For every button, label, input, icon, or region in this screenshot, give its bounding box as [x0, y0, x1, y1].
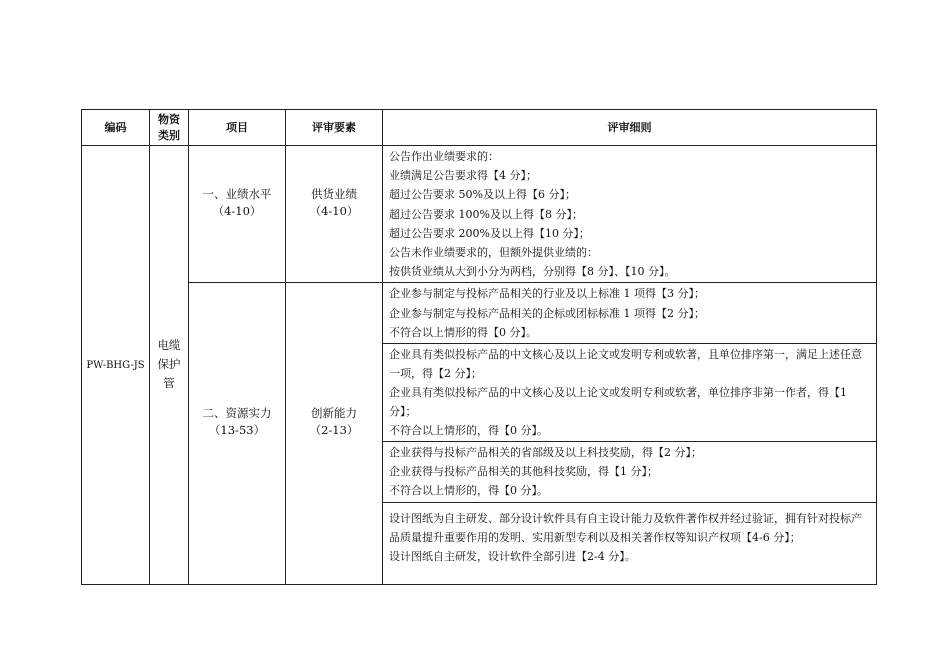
detail-line: 业绩满足公告要求得【4 分】；	[389, 169, 537, 183]
scoring-table	[81, 109, 877, 585]
detail-line: 企业具有类似投标产品的中文核心及以上论文或发明专利或软著，单位排序非第一作者，得【1 分】；	[389, 386, 847, 419]
project-cell-2	[189, 283, 286, 584]
detail-line: 不符合以上情形的得【0 分】。	[389, 325, 537, 339]
detail-line: 公告作出业绩要求的：	[389, 150, 499, 163]
detail-line: 设计图纸自主研发，设计软件全部引进【2-4 分】。	[389, 549, 636, 563]
project-range-2: （13-53）	[208, 422, 266, 437]
detail-line: 超过公告要求 100%及以上得【8 分】；	[389, 207, 583, 221]
criteria-cell-2	[286, 283, 383, 584]
detail-line: 设计图纸为自主研发、部分设计软件具有自主设计能力及软件著作权并经过验证，拥有针对投标产品质量提升重要作用的发明、实用新型专利以及相关著作权等知识产权项【4-6 分】；	[389, 511, 862, 544]
details-cell-2b	[383, 344, 877, 442]
material-code-cell	[82, 146, 150, 585]
header-category	[150, 110, 189, 146]
header-row	[82, 110, 877, 146]
material-category-cell	[150, 146, 189, 585]
material-code: PW-BHG-JS	[86, 359, 145, 371]
section2-row-1	[82, 283, 877, 344]
header-criteria: 评审要素	[286, 110, 383, 146]
project-range-1: （4-10）	[212, 204, 262, 218]
detail-line: 企业具有类似投标产品的中文核心及以上论文或发明专利或软著，且单位排序第一，满足上述任意一项，得【2 分】；	[389, 348, 862, 381]
project-cell-1	[189, 146, 286, 283]
project-name-2: 二、资源实力	[202, 405, 272, 420]
criteria-cell-1	[286, 146, 383, 283]
detail-line: 不符合以上情形的，得【0 分】。	[389, 424, 548, 438]
header-details: 评审细则	[383, 110, 877, 146]
details-cell-2d	[383, 502, 877, 584]
detail-line: 按供货业绩从大到小分为两档，分别得【8 分】、【10 分】。	[389, 265, 676, 279]
criteria-name-2: 创新能力	[311, 405, 357, 420]
details-cell-2a	[383, 283, 877, 344]
detail-line: 企业获得与投标产品相关的省部级及以上科技奖励，得【2 分】；	[389, 446, 702, 460]
details-cell-2c	[383, 442, 877, 503]
criteria-range-1: （4-10）	[309, 204, 359, 218]
detail-line: 公告未作业绩要求的，但额外提供业绩的：	[389, 246, 598, 260]
section1-row	[82, 146, 877, 283]
category-line-3: 管	[163, 376, 175, 391]
detail-line: 企业参与制定与投标产品相关的行业及以上标准 1 项得【3 分】；	[389, 287, 705, 301]
category-line-1: 电缆	[157, 338, 181, 353]
detail-line: 企业获得与投标产品相关的其他科技奖励，得【1 分】；	[389, 465, 658, 479]
header-code: 编码	[82, 110, 150, 146]
detail-line: 超过公告要求 50%及以上得【6 分】；	[389, 188, 576, 202]
category-line-2: 保护	[157, 357, 181, 372]
criteria-name-1: 供货业绩	[311, 187, 357, 201]
project-name-1: 一、业绩水平	[202, 187, 272, 201]
details-cell-1	[383, 146, 877, 283]
detail-line: 不符合以上情形的，得【0 分】。	[389, 484, 548, 498]
header-category-line2: 类别	[158, 128, 180, 142]
header-project: 项目	[189, 110, 286, 146]
detail-line: 超过公告要求 200%及以上得【10 分】；	[389, 226, 590, 240]
detail-line: 企业参与制定与投标产品相关的企标或团标标准 1 项得【2 分】；	[389, 306, 705, 320]
criteria-range-2: （2-13）	[309, 422, 359, 437]
header-category-line1: 物资	[158, 112, 180, 126]
